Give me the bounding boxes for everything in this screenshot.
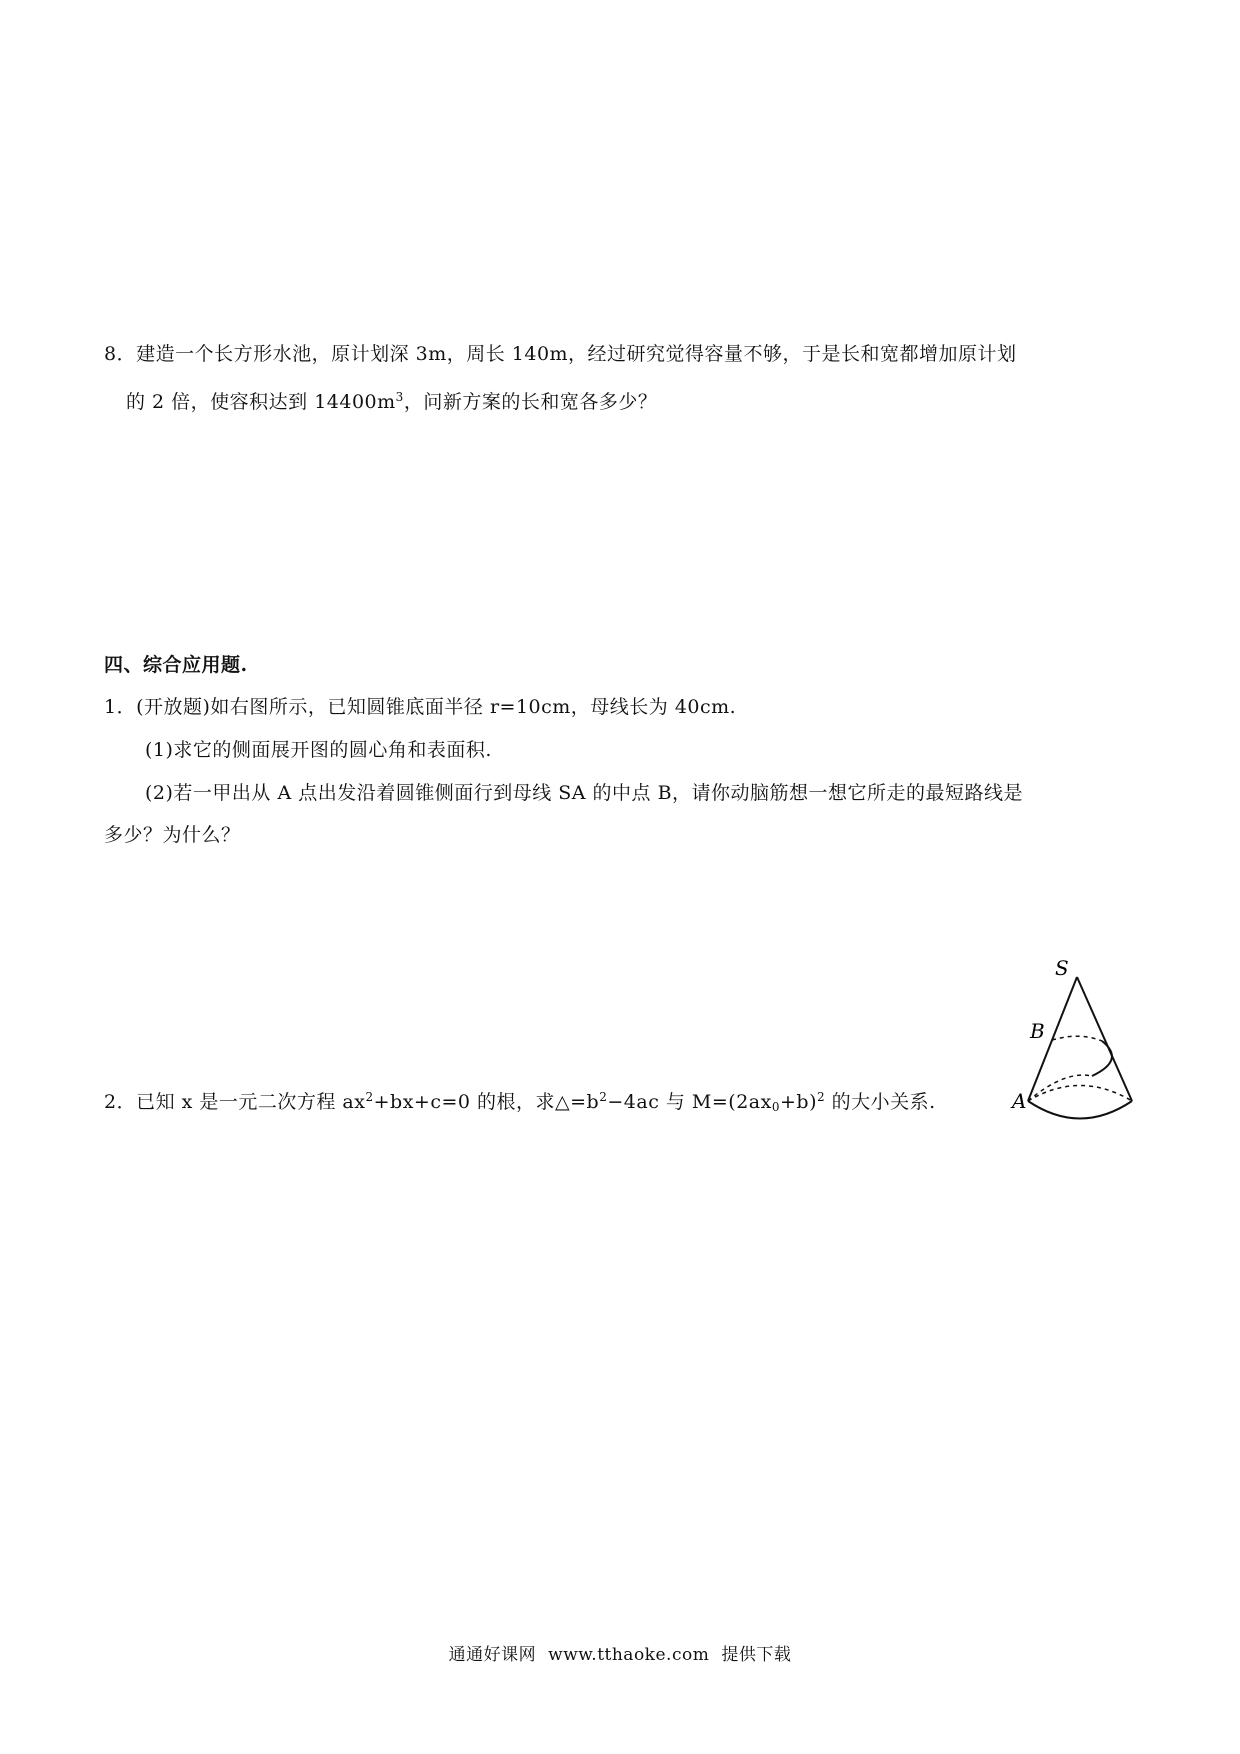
q2-sub-1: 0 — [771, 1100, 780, 1114]
q2-text-3: −4ac 与 M=(2ax — [607, 1091, 772, 1113]
cone-base-front — [1028, 1101, 1132, 1119]
path-dashed-upper — [1052, 1036, 1102, 1041]
q8-line-2-end: ，问新方案的长和宽各多少？ — [403, 391, 658, 413]
q1-line-3: (2)若一甲出从 A 点出发沿着圆锥侧面行到母线 SA 的中点 B，请你动脑筋想一想它所走的最短路线是 — [145, 782, 1024, 804]
q2-line — [104, 1084, 936, 1120]
q2-text-2: +bx+c=0 的根，求△=b — [373, 1091, 600, 1113]
q8-unit-exponent: 3 — [395, 390, 404, 404]
q2-text-4: +b) — [779, 1091, 817, 1113]
q2-sup-2: 2 — [599, 1090, 608, 1104]
q8-line-1: 8．建造一个长方形水池，原计划深 3m，周长 140m，经过研究觉得容量不够，于是长和宽都增加原计划 — [104, 343, 1017, 365]
section-heading: 四、综合应用题. — [104, 654, 248, 676]
q2-sup-1: 2 — [365, 1090, 374, 1104]
footer-site-name: 通通好课网 — [448, 1645, 537, 1665]
q2-text-1: 2．已知 x 是一元二次方程 ax — [104, 1091, 366, 1113]
cone-right-edge — [1077, 977, 1132, 1101]
label-s: S — [1055, 956, 1069, 980]
footer-action: 提供下载 — [721, 1645, 792, 1665]
label-a: A — [1012, 1089, 1027, 1113]
q1-line-4: 多少？为什么？ — [104, 824, 241, 846]
label-b: B — [1030, 1019, 1045, 1043]
q1-line-2: (1)求它的侧面展开图的圆心角和表面积. — [145, 739, 492, 761]
q2-sup-3: 2 — [816, 1090, 826, 1104]
footer-url[interactable]: www.tthaoke.com — [548, 1645, 710, 1665]
q8-line-2-text: 的 2 倍，使容积达到 14400m — [126, 391, 396, 413]
cone-base-back — [1028, 1086, 1132, 1102]
cone-figure — [1012, 956, 1140, 1130]
q1-line-1: 1．(开放题)如右图所示，已知圆锥底面半径 r=10cm，母线长为 40cm. — [104, 696, 737, 718]
q2-text-5: 的大小关系. — [825, 1091, 936, 1113]
page-footer — [0, 1640, 1240, 1665]
q8-line-2 — [126, 384, 657, 415]
path-solid-curve — [1092, 1041, 1112, 1076]
